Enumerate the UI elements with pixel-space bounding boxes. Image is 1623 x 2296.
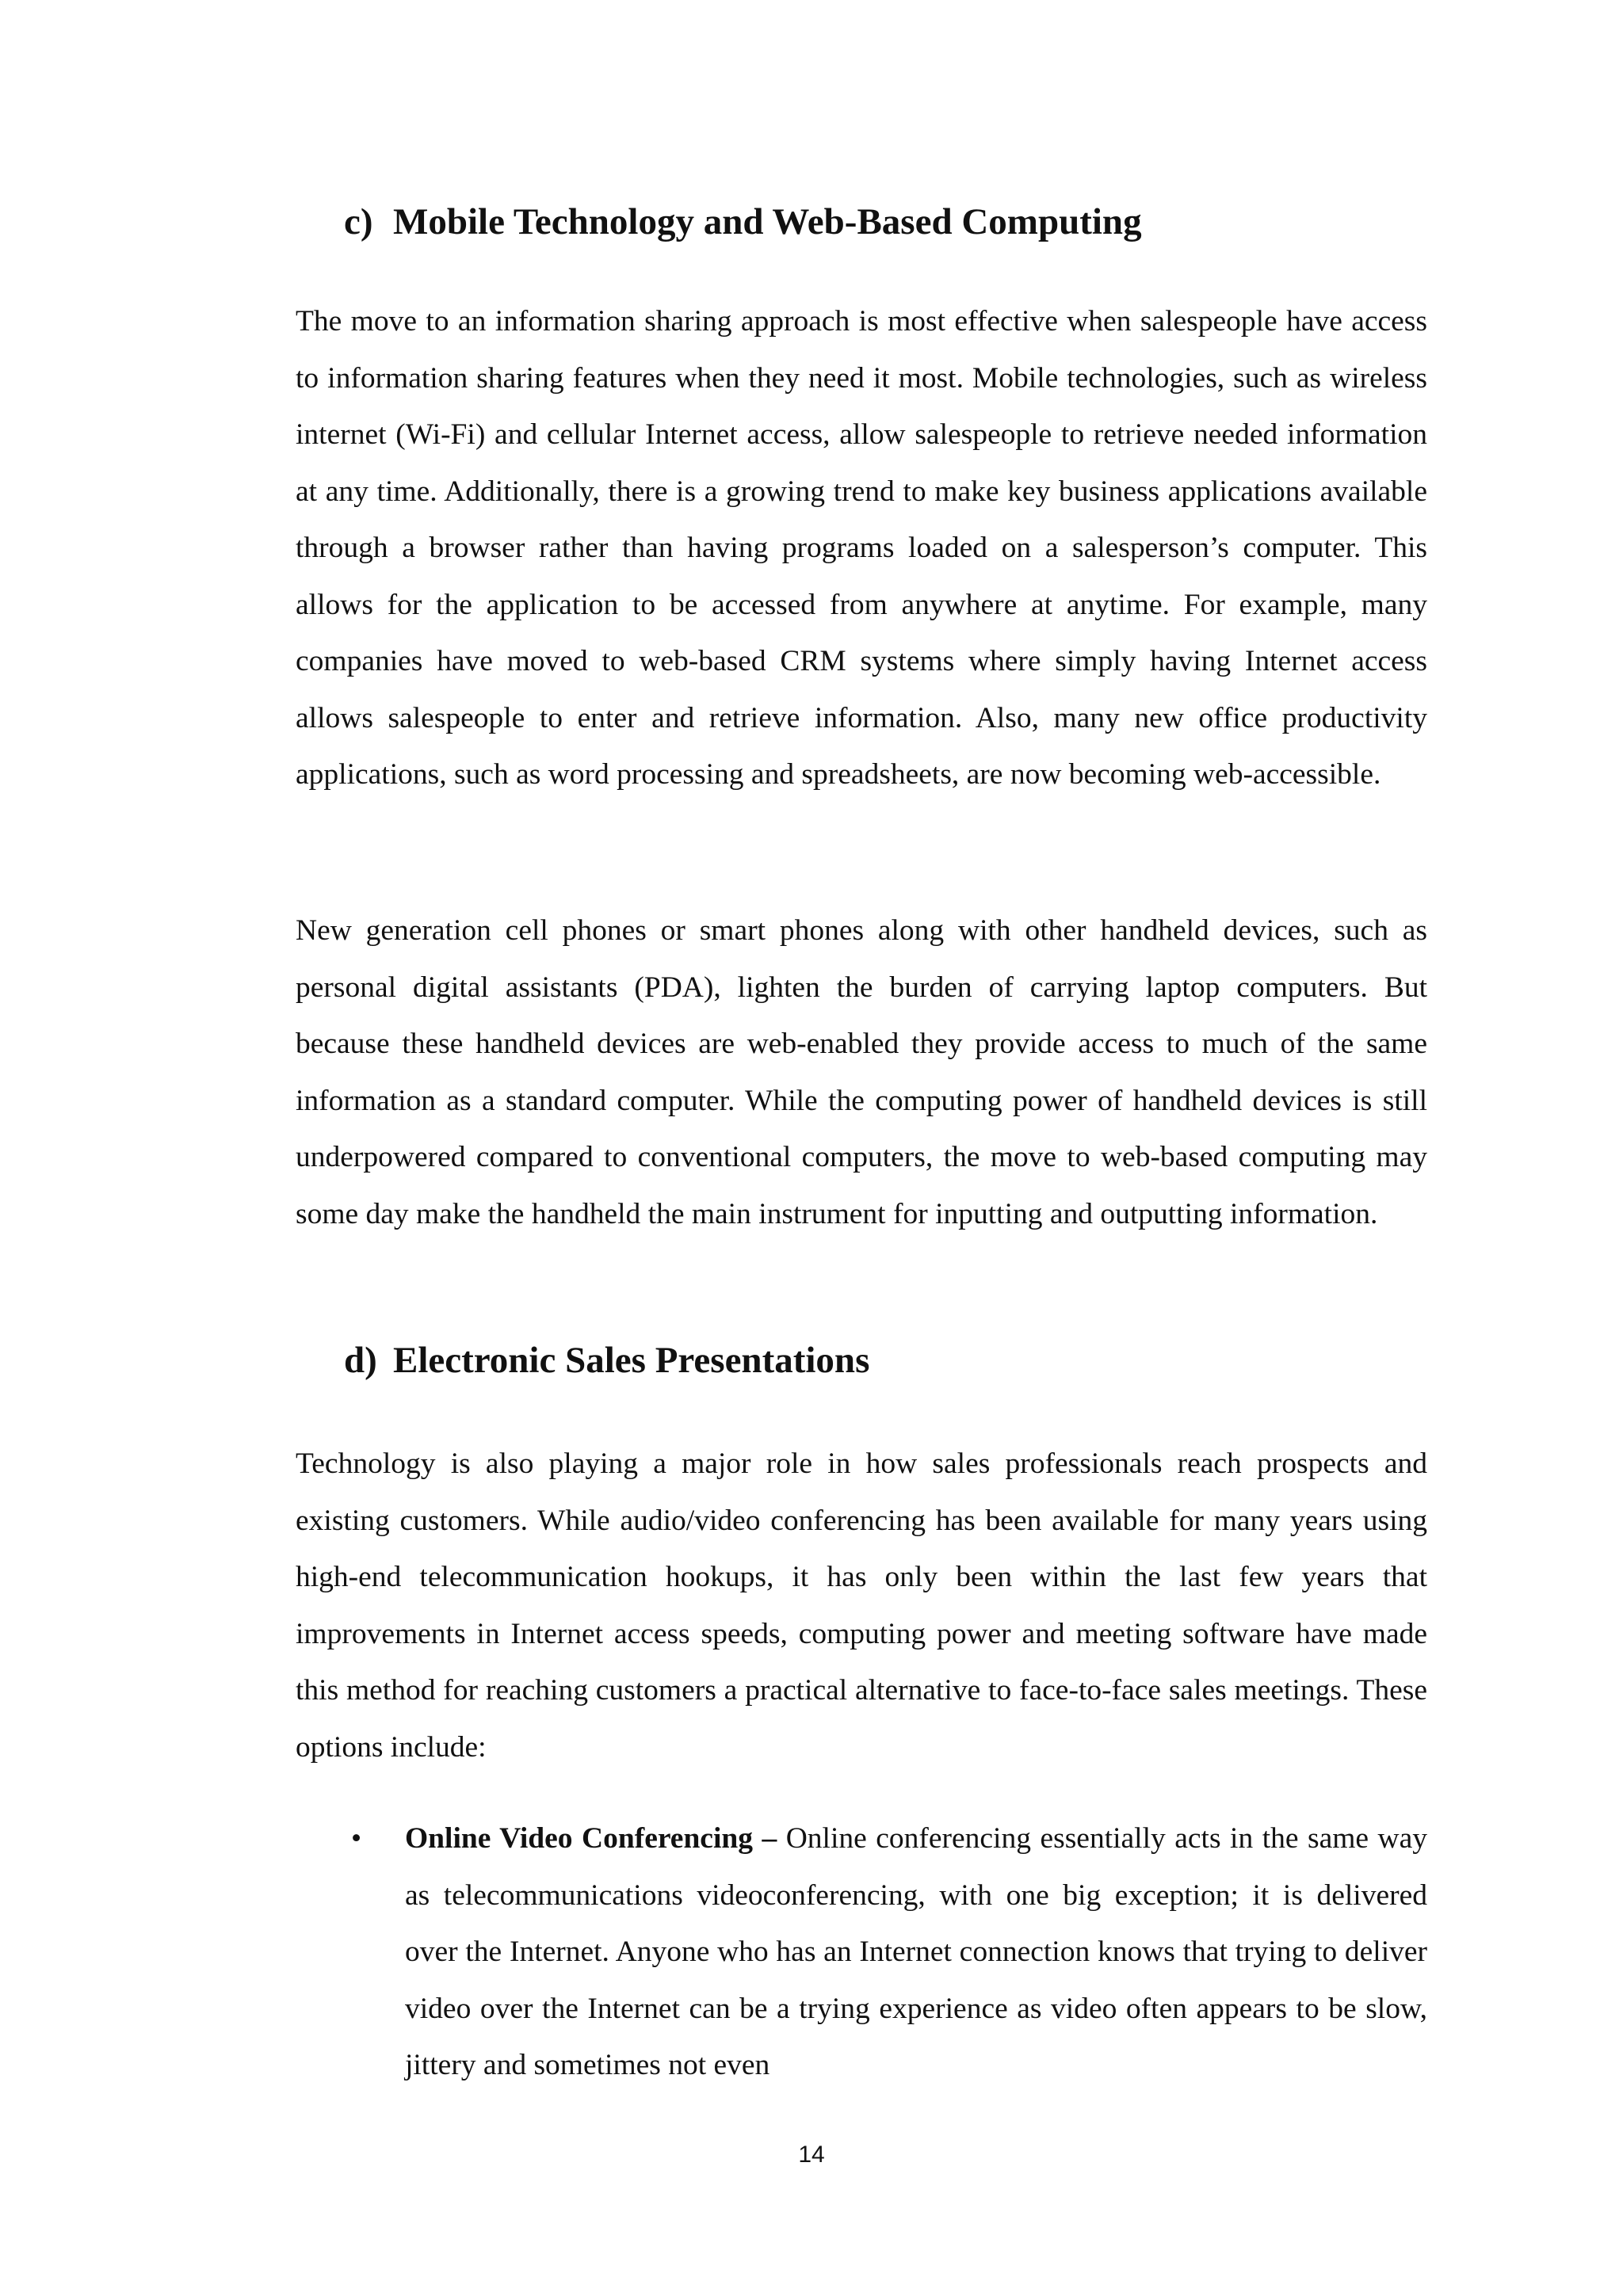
page-number: 14 — [798, 2142, 825, 2168]
section-heading-c — [344, 198, 1142, 246]
section-title: Electronic Sales Presentations — [393, 1340, 870, 1381]
body-paragraph: The move to an information sharing approach is most effective when salespeople have access to information sharing features when they need it most. Mobile technologies, such as wireless internet (Wi-Fi) and cellular Internet access, allow salespeople to retrieve needed information at any time. Additionally, there is a growing trend to make key business applications available through a browser rather than having programs loaded on a salesperson’s computer. This allows for the application to be accessed from anywhere at anytime. For example, many companies have moved to web-based CRM systems where simply having Internet access allows salespeople to enter and retrieve information. Also, many new office productivity applications, such as word processing and spreadsheets, are now becoming web-accessible. — [296, 305, 1427, 791]
section-letter: c) — [344, 201, 373, 242]
bullet-list — [296, 1810, 1427, 2094]
section-letter: d) — [344, 1340, 377, 1381]
list-item — [296, 1810, 1427, 2094]
section-title: Mobile Technology and Web-Based Computing — [393, 201, 1142, 242]
bullet-icon: • — [351, 1822, 362, 1855]
section-heading-d — [344, 1337, 869, 1384]
bullet-term: Online Video Conferencing – — [405, 1822, 786, 1855]
bullet-text: Online conferencing essentially acts in the same way as telecommunications videoconferencing, with one big exception; it is delivered over the Internet. Anyone who has an Internet connection knows that trying to deliver video over the Internet can be a trying experience as video often appears to be slow, jittery and sometimes not even — [405, 1822, 1428, 2081]
body-paragraph: Technology is also playing a major role in how sales professionals reach prospects and existing customers. While audio/video conferencing has been available for many years using high-end telecommunication hookups, it has only been within the last few years that improvements in Internet access speeds, computing power and meeting software have made this method for reaching customers a practical alternative to face-to-face sales meetings. These options include: — [296, 1447, 1427, 1764]
body-paragraph: New generation cell phones or smart phones along with other handheld devices, such as personal digital assistants (PDA), lighten the burden of carrying laptop computers. But because these handheld devices are web-enabled they provide access to much of the same information as a standard computer. While the computing power of handheld devices is still underpowered compared to conventional computers, the move to web-based computing may some day make the handheld the main instrument for inputting and outputting information. — [296, 914, 1427, 1230]
